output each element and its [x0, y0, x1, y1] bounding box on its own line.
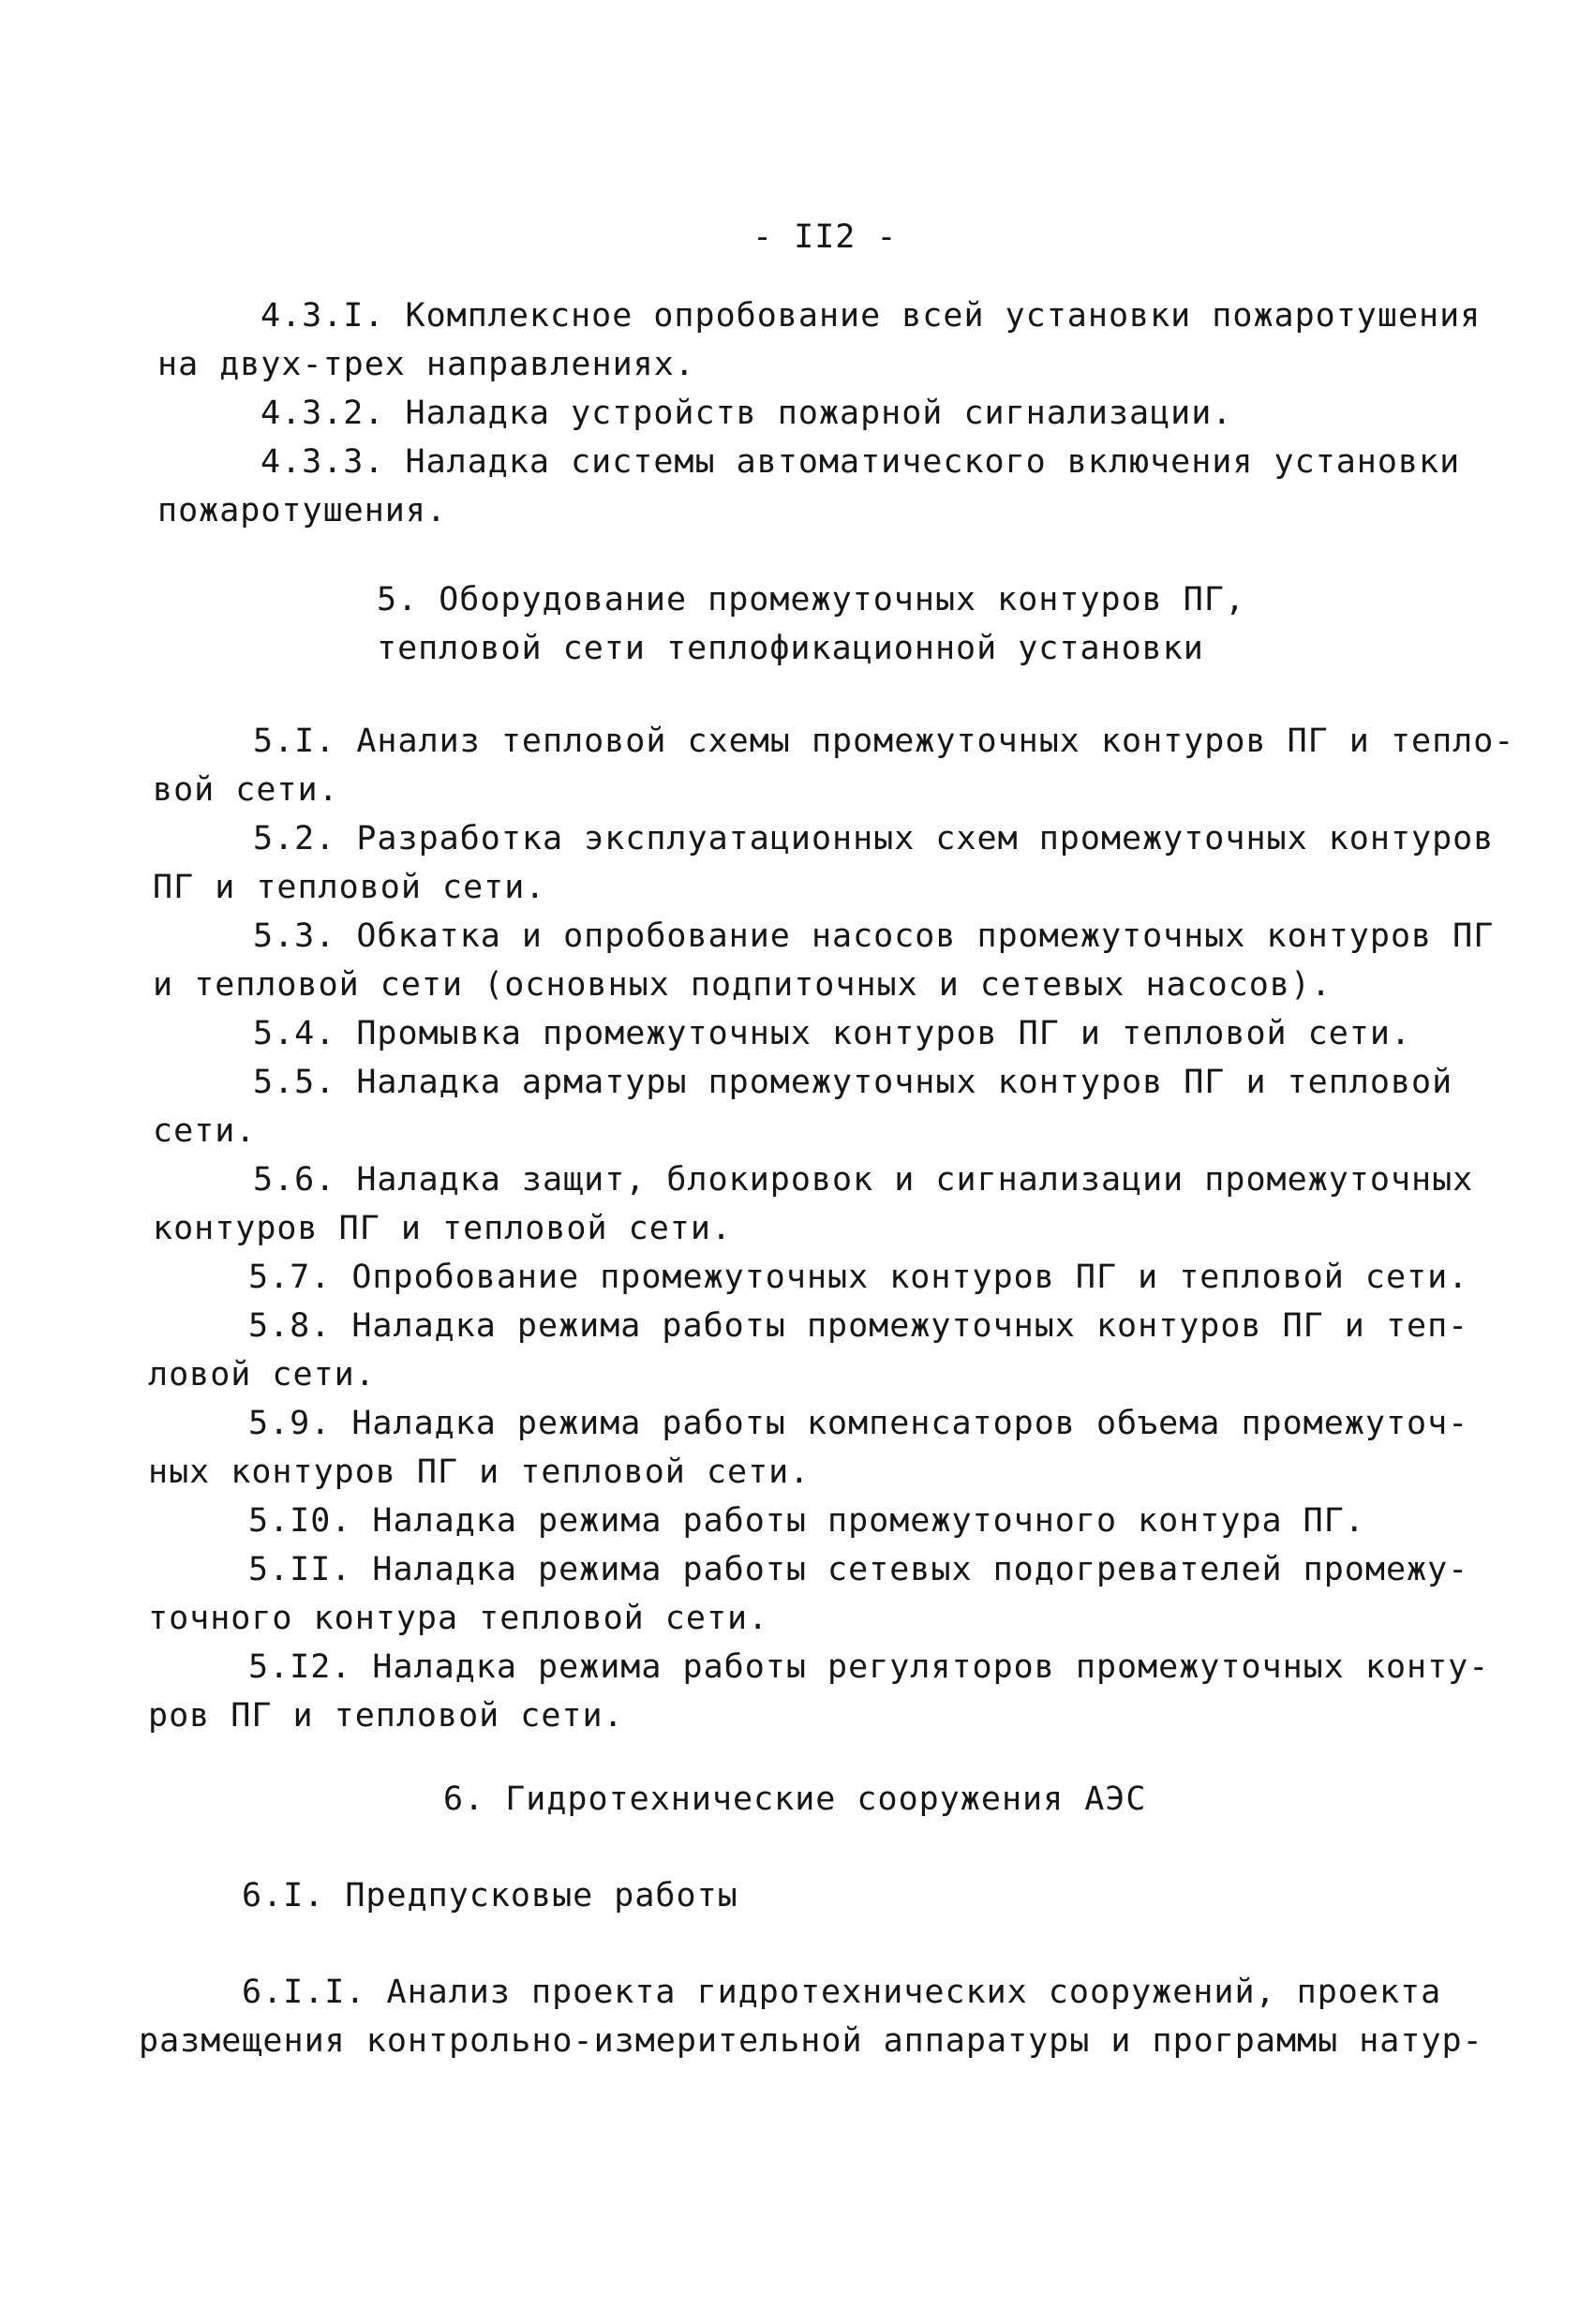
text-line: ров ПГ и тепловой сети. — [148, 1697, 624, 1735]
subsection-heading: 6.I. Предпусковые работы — [242, 1877, 738, 1914]
text-line: 4.3.2. Наладка устройств пожарной сигнализации. — [261, 395, 1233, 432]
text-line: 5.6. Наладка защит, блокировок и сигнализации промежуточных — [253, 1161, 1474, 1199]
text-line: 5.7. Опробование промежуточных контуров ПГ и тепловой сети. — [248, 1259, 1469, 1296]
section-heading: 5. Оборудование промежуточных контуров ПГ, — [377, 581, 1246, 618]
text-line: вой сети. — [153, 771, 339, 809]
section-heading: 6. Гидротехнические сооружения АЭС — [443, 1780, 1147, 1818]
text-line: ПГ и тепловой сети. — [153, 869, 546, 906]
text-line: ловой сети. — [148, 1356, 376, 1393]
text-line: пожаротушения. — [157, 492, 448, 529]
text-line: 5.I. Анализ тепловой схемы промежуточных контуров ПГ и тепло- — [253, 723, 1515, 760]
text-line: 5.3. Обкатка и опробование насосов промежуточных контуров ПГ — [253, 917, 1495, 955]
text-line: 5.2. Разработка эксплуатационных схем промежуточных контуров — [253, 820, 1495, 857]
text-line: 5.I2. Наладка режима работы регуляторов промежуточных конту- — [248, 1648, 1490, 1686]
page-number: - II2 - — [752, 218, 898, 256]
text-line: сети. — [153, 1112, 257, 1150]
text-line: 6.I.I. Анализ проекта гидротехнических сооружений, проекта — [242, 1974, 1442, 2011]
text-line: 5.9. Наладка режима работы компенсаторов объема промежуточ- — [248, 1405, 1469, 1442]
text-line: контуров ПГ и тепловой сети. — [153, 1210, 733, 1247]
text-line: 5.I0. Наладка режима работы промежуточного контура ПГ. — [248, 1502, 1365, 1540]
section-heading: тепловой сети теплофикационной установки — [377, 630, 1204, 667]
text-line: точного контура тепловой сети. — [148, 1600, 769, 1637]
text-line: 4.3.3. Наладка системы автоматического включения установки — [261, 443, 1461, 481]
text-line: 4.3.I. Комплексное опробование всей установки пожаротушения — [261, 297, 1482, 335]
text-line: ных контуров ПГ и тепловой сети. — [148, 1453, 811, 1491]
text-line: размещения контрольно-измерительной аппаратуры и программы натур- — [139, 2022, 1483, 2060]
text-line: 5.5. Наладка арматуры промежуточных контуров ПГ и тепловой — [253, 1064, 1453, 1101]
text-line: 5.II. Наладка режима работы сетевых подогревателей промежу- — [248, 1551, 1469, 1588]
text-line: и тепловой сети (основных подпиточных и сетевых насосов). — [153, 966, 1333, 1004]
text-line: на двух-трех направлениях. — [157, 346, 695, 383]
text-line: 5.8. Наладка режима работы промежуточных контуров ПГ и теп- — [248, 1307, 1469, 1345]
text-line: 5.4. Промывка промежуточных контуров ПГ и тепловой сети. — [253, 1015, 1412, 1052]
